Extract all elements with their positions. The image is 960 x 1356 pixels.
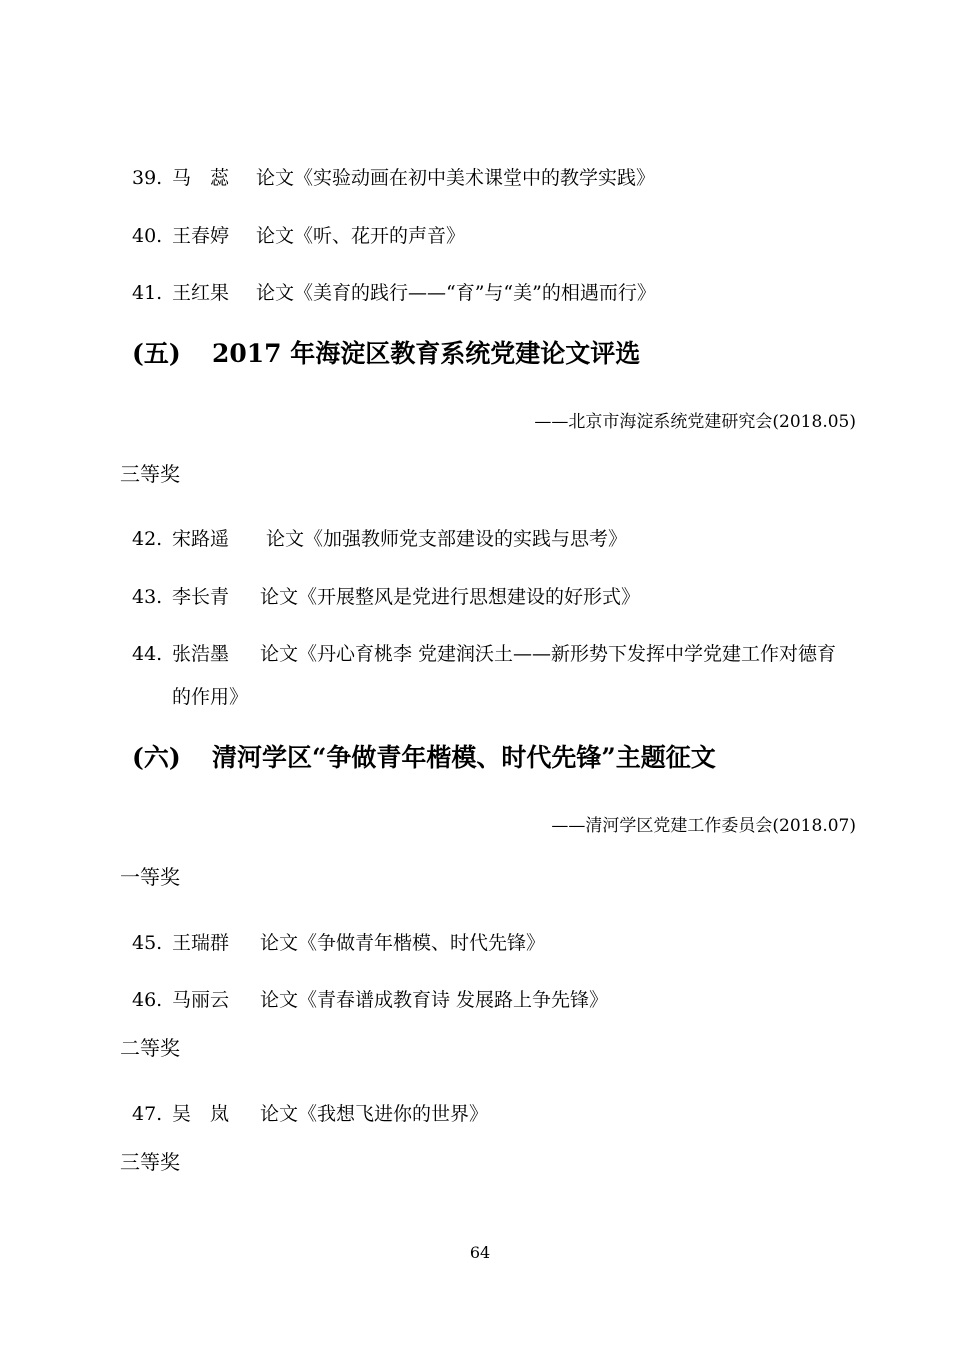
entry-type: 论文	[260, 1103, 299, 1125]
entry-41	[132, 278, 656, 305]
entry-type: 论文	[266, 528, 305, 550]
award-level-third: 三等奖	[120, 462, 180, 486]
entry-author: 王红果	[172, 282, 230, 304]
entry-author: 李长青	[172, 586, 230, 608]
entry-number: 41.	[132, 282, 163, 304]
entry-title: 《我想飞进你的世界》	[298, 1103, 489, 1125]
entry-type: 论文	[260, 989, 299, 1011]
entry-44-title-continued: 的作用》	[172, 686, 249, 708]
entry-title: 《开展整风是党进行思想建设的好形式》	[298, 586, 641, 608]
entry-number: 40.	[132, 225, 163, 247]
entry-title: 《实验动画在初中美术课堂中的教学实践》	[294, 167, 656, 189]
entry-number: 47.	[132, 1103, 163, 1125]
entry-number: 46.	[132, 989, 163, 1011]
page-number: 64	[469, 1243, 491, 1262]
entry-46	[132, 985, 609, 1012]
section-label: (五)	[132, 339, 181, 368]
entry-author: 张浩墨	[172, 643, 230, 665]
entry-title: 《丹心育桃李 党建润沃土——新形势下发挥中学党建工作对德育	[298, 643, 837, 665]
entry-author: 王瑞群	[172, 932, 230, 954]
section-label: (六)	[132, 743, 181, 772]
section-title: 清河学区“争做青年楷模、时代先锋”主题征文	[212, 743, 716, 772]
section-byline-5: ——北京市海淀系统党建研究会(2018.05)	[534, 412, 856, 432]
award-level-third-repeat: 三等奖	[120, 1150, 180, 1174]
entry-number: 42.	[132, 528, 163, 550]
entry-type: 论文	[260, 932, 299, 954]
entry-author: 马丽云	[172, 989, 230, 1011]
section-heading-5	[132, 334, 640, 370]
entry-number: 39.	[132, 167, 163, 189]
entry-title: 《美育的践行——“育”与“美”的相遇而行》	[294, 282, 656, 304]
entry-type: 论文	[256, 167, 295, 189]
section-byline-6: ——清河学区党建工作委员会(2018.07)	[551, 816, 856, 836]
section-title: 2017 年海淀区教育系统党建论文评选	[212, 339, 641, 368]
entry-title: 《加强教师党支部建设的实践与思考》	[304, 528, 628, 550]
entry-type: 论文	[256, 282, 295, 304]
entry-44	[132, 639, 837, 666]
entry-title: 《青春谱成教育诗 发展路上争先锋》	[298, 989, 609, 1011]
entry-40	[132, 221, 466, 248]
entry-author: 王春婷	[172, 225, 230, 247]
entry-title: 《争做青年楷模、时代先锋》	[298, 932, 546, 954]
entry-type: 论文	[256, 225, 295, 247]
entry-type: 论文	[260, 586, 299, 608]
entry-title: 《听、花开的声音》	[294, 225, 466, 247]
entry-47	[132, 1099, 489, 1126]
section-heading-6	[132, 738, 716, 774]
entry-number: 43.	[132, 586, 163, 608]
entry-type: 论文	[260, 643, 299, 665]
entry-42	[132, 524, 628, 551]
entry-author: 吴 岚	[172, 1103, 230, 1125]
entry-number: 45.	[132, 932, 163, 954]
entry-43	[132, 582, 641, 609]
entry-number: 44.	[132, 643, 163, 665]
award-level-second: 二等奖	[120, 1036, 180, 1060]
entry-45	[132, 928, 546, 955]
entry-author: 宋路遥	[172, 528, 230, 550]
award-level-first: 一等奖	[120, 865, 180, 889]
entry-author: 马 蕊	[172, 167, 230, 189]
entry-39	[132, 163, 656, 190]
